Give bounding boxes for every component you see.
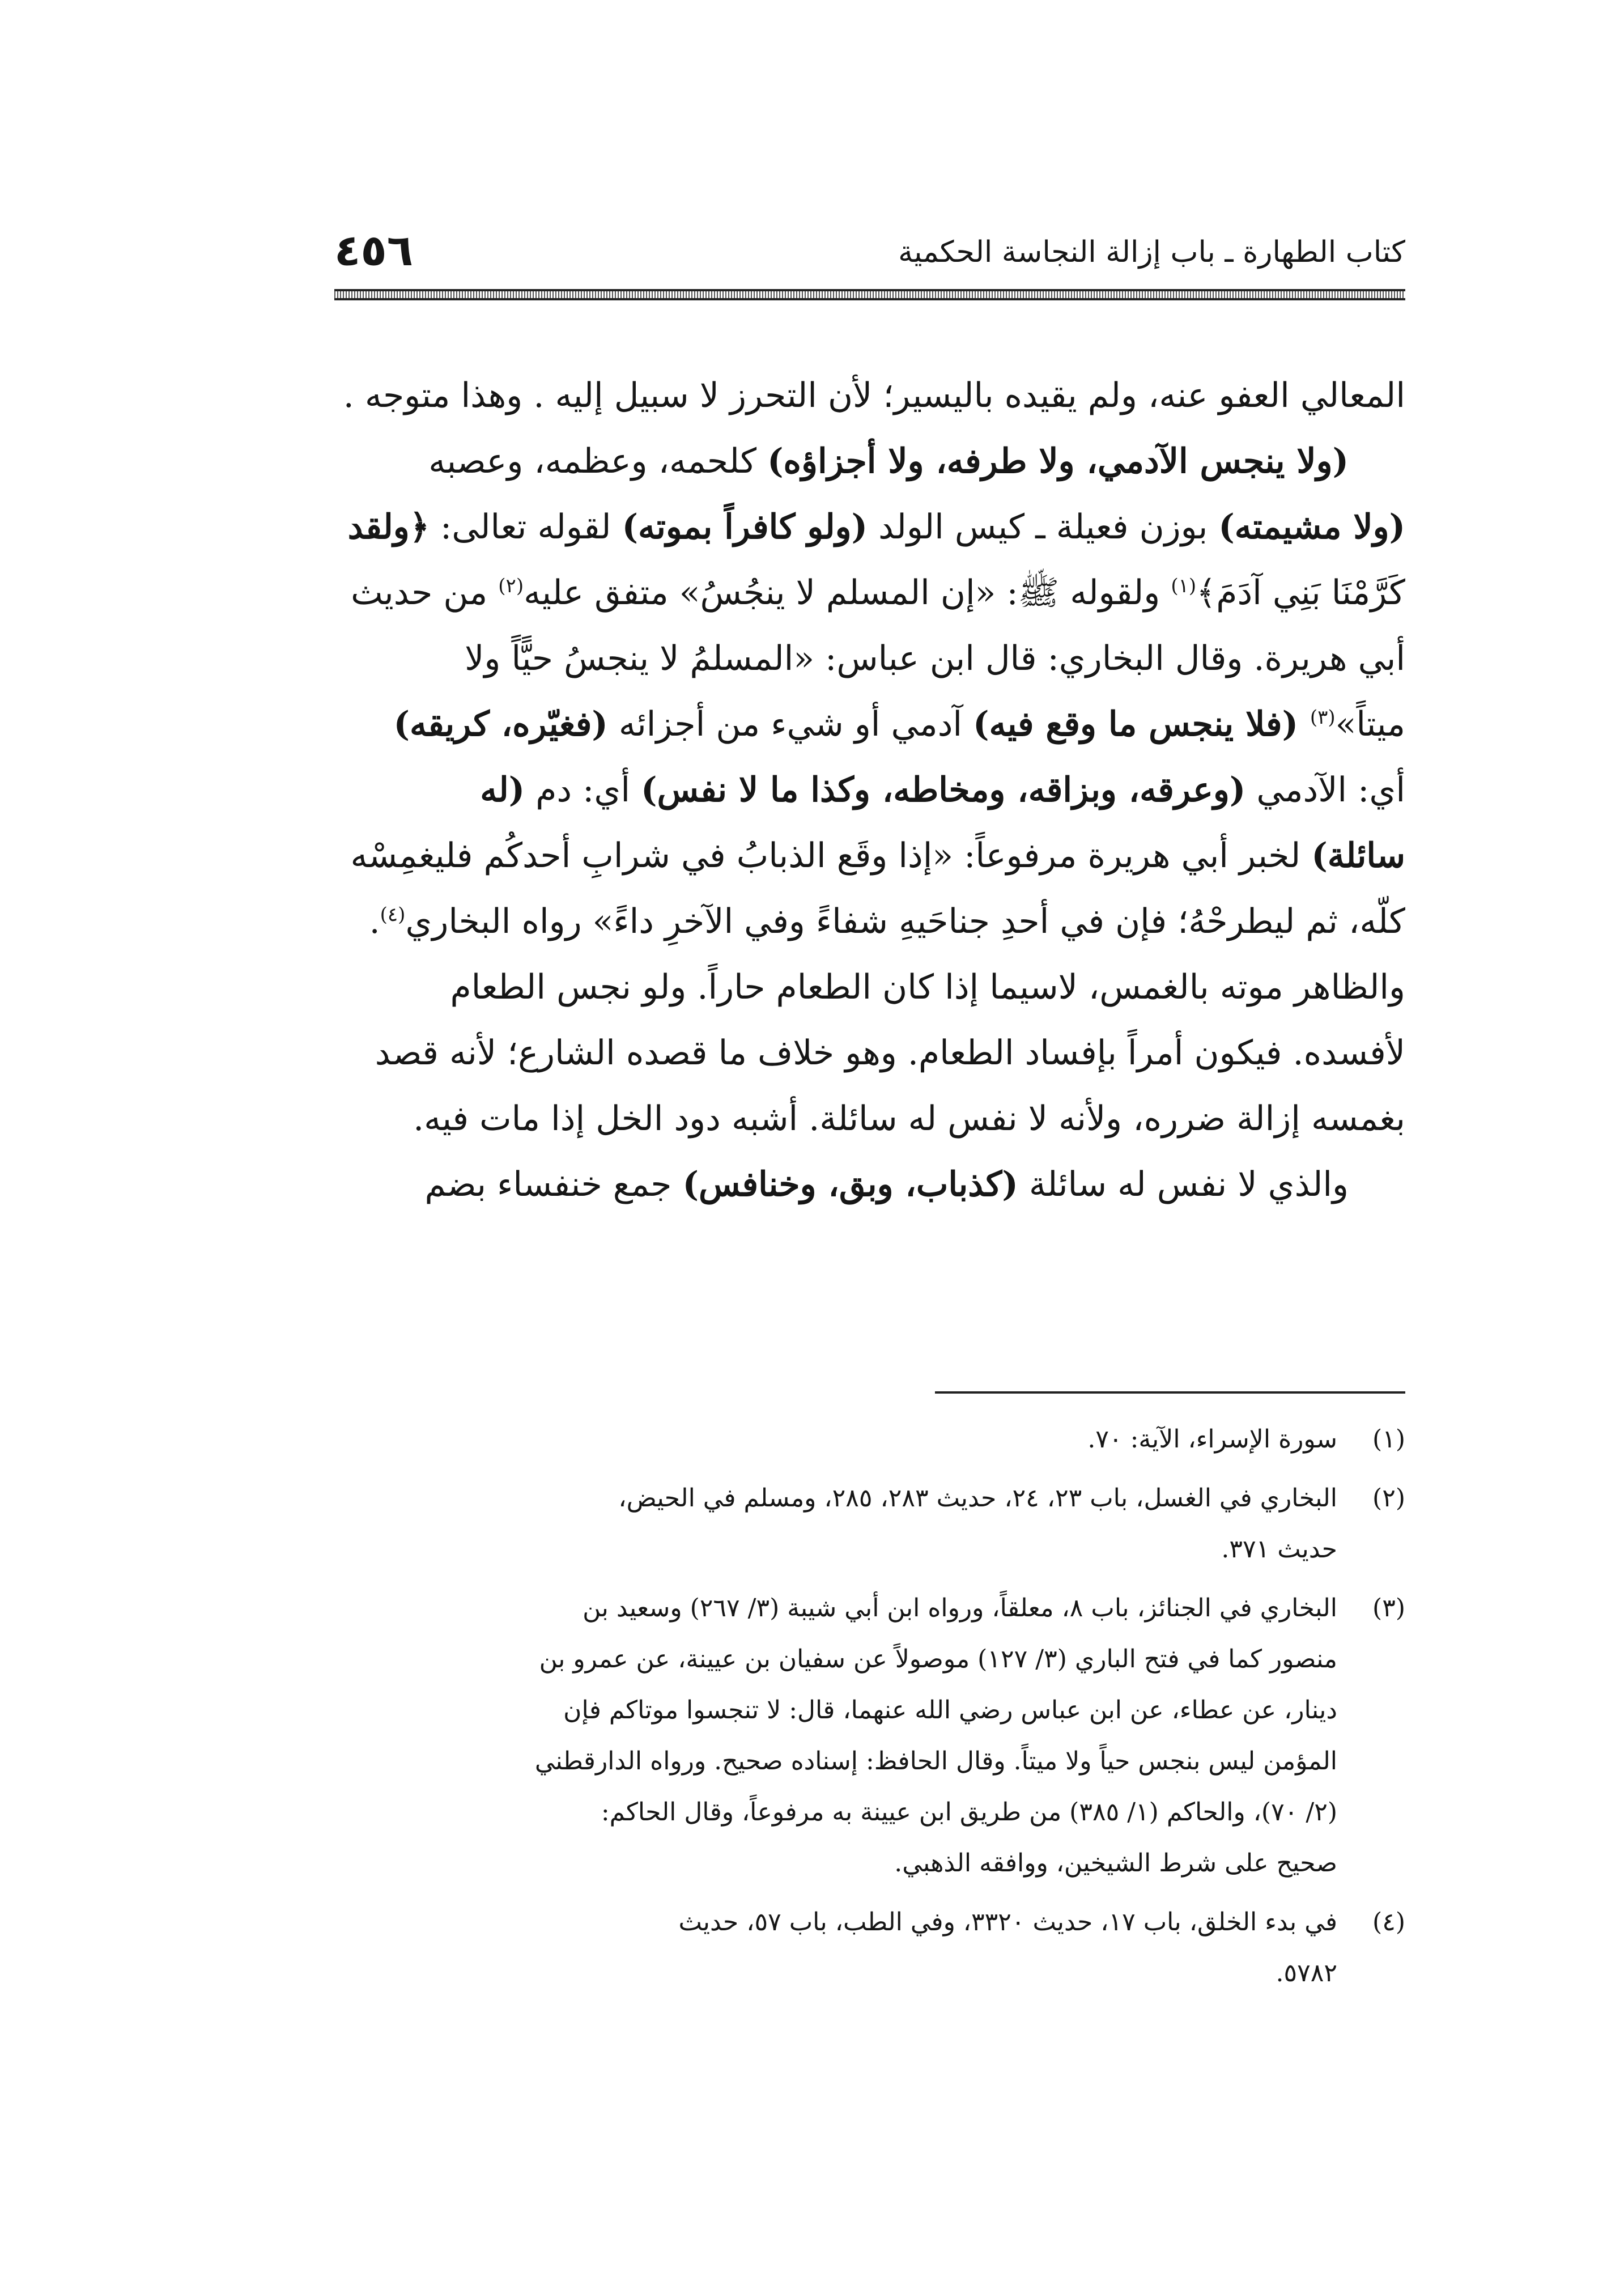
footnote-number: (٣) (1372, 1594, 1405, 1623)
text-line: أي: الآدمي (وعرقه، وبزاقه، ومخاطه، وكذا ما لا نفس) أي: دم (له (480, 770, 1405, 810)
footnote-line: البخاري في الغسل، باب ٢٣، ٢٤، حديث ٢٨٣، ٢٨٥، ومسلم في الحيض، (618, 1484, 1337, 1513)
footnote-1 (329, 1414, 1405, 1465)
running-header (334, 225, 1405, 298)
footnote-line: (٢/ ٧٠)، والحاكم (١/ ٣٨٥) من طريق ابن عيينة به مرفوعاً، وقال الحاكم: (601, 1798, 1337, 1827)
text-line: المعالي العفو عنه، ولم يقيده باليسير؛ لأن التحرز لا سبيل إليه . وهذا متوجه . (343, 376, 1405, 415)
footnote-number: (٤) (1372, 1908, 1405, 1937)
text-line: كلّه، ثم ليطرحْهُ؛ فإن في أحدِ جناحَيهِ شفاءً وفي الآخرِ داءً» رواه البخاري$^{(٤)}$. (369, 902, 1405, 941)
text-line: ميتاً»$^{(٣)}$ (فلا ينجس ما وقع فيه) آدمي أو شيء من أجزائه (فغيّره، كريقه) (393, 704, 1405, 744)
text-line: أبي هريرة. وقال البخاري: قال ابن عباس: «المسلمُ لا ينجسُ حيًّاً ولا (465, 639, 1405, 678)
text-line: بغمسه إزالة ضرره، ولأنه لا نفس له سائلة. أشبه دود الخل إذا مات فيه. (413, 1099, 1405, 1139)
text-line: والذي لا نفس له سائلة (كذباب، وبق، وخنافس) جمع خنفساء بضم (424, 1165, 1349, 1204)
footnote-line: ٥٧٨٢. (1276, 1959, 1337, 1988)
header-rule (334, 289, 1405, 300)
footnote-ref[interactable]: (٢) (498, 575, 524, 597)
footnote-line: سورة الإسراء، الآية: ٧٠. (1087, 1425, 1337, 1454)
footnote-ref[interactable]: (٣) (1310, 706, 1336, 729)
text-line: كَرَّمْنَا بَنِي آدَمَ﴾$^{(١)}$ ولقوله ﷺ: «إن المسلم لا ينجُسُ» متفق عليه$^{(٢)}$ من حديث (351, 573, 1405, 613)
text-line: سائلة) لخبر أبي هريرة مرفوعاً: «إذا وقَع الذبابُ في شرابِ أحدكُم فليغمِسْه (350, 836, 1405, 876)
footnotes (329, 1414, 1405, 2007)
footnote-ref[interactable]: (١) (1171, 575, 1197, 597)
footnote-2 (329, 1473, 1405, 1575)
header-title: كتاب الطهارة ـ باب إزالة النجاسة الحكمية (898, 235, 1405, 269)
text-line: (ولا ينجس الآدمي، ولا طرفه، ولا أجزاؤه) كلحمه، وعظمه، وعصبه (428, 441, 1349, 481)
footnote-line: في بدء الخلق، باب ١٧، حديث ٣٣٢٠، وفي الطب، باب ٥٧، حديث (678, 1908, 1337, 1937)
footnote-line: منصور كما في فتح الباري (٣/ ١٢٧) موصولاً عن سفيان بن عيينة، عن عمرو بن (539, 1645, 1337, 1674)
footnote-line: حديث ٣٧١. (1221, 1535, 1337, 1564)
footnote-ref[interactable]: (٤) (380, 903, 406, 926)
footnote-4 (329, 1897, 1405, 1999)
footnote-line: البخاري في الجنائز، باب ٨، معلقاً، ورواه ابن أبي شيبة (٣/ ٢٦٧) وسعيد بن (583, 1594, 1337, 1623)
page-number: ٤٥٦ (334, 225, 414, 275)
footnote-separator (935, 1391, 1405, 1394)
footnote-3 (329, 1583, 1405, 1889)
footnote-line: المؤمن ليس بنجس حياً ولا ميتاً. وقال الحافظ: إسناده صحيح. ورواه الدارقطني (534, 1747, 1337, 1776)
text-line: (ولا مشيمته) بوزن فعيلة ـ كيس الولد (ولو كافراً بموته) لقوله تعالى: ﴿ولقد (347, 507, 1405, 547)
text-line: والظاهر موته بالغمس، لاسيما إذا كان الطعام حاراً. ولو نجس الطعام (450, 967, 1405, 1007)
footnote-line: دينار، عن عطاء، عن ابن عباس رضي الله عنهما، قال: لا تنجسوا موتاكم فإن (563, 1696, 1337, 1725)
footnote-line: صحيح على شرط الشيخين، ووافقه الذهبي. (894, 1849, 1337, 1878)
text-line: لأفسده. فيكون أمراً بإفساد الطعام. وهو خلاف ما قصده الشارع؛ لأنه قصد (375, 1033, 1405, 1073)
footnote-number: (٢) (1372, 1484, 1405, 1513)
main-text (329, 363, 1405, 1349)
footnote-number: (١) (1372, 1425, 1405, 1454)
